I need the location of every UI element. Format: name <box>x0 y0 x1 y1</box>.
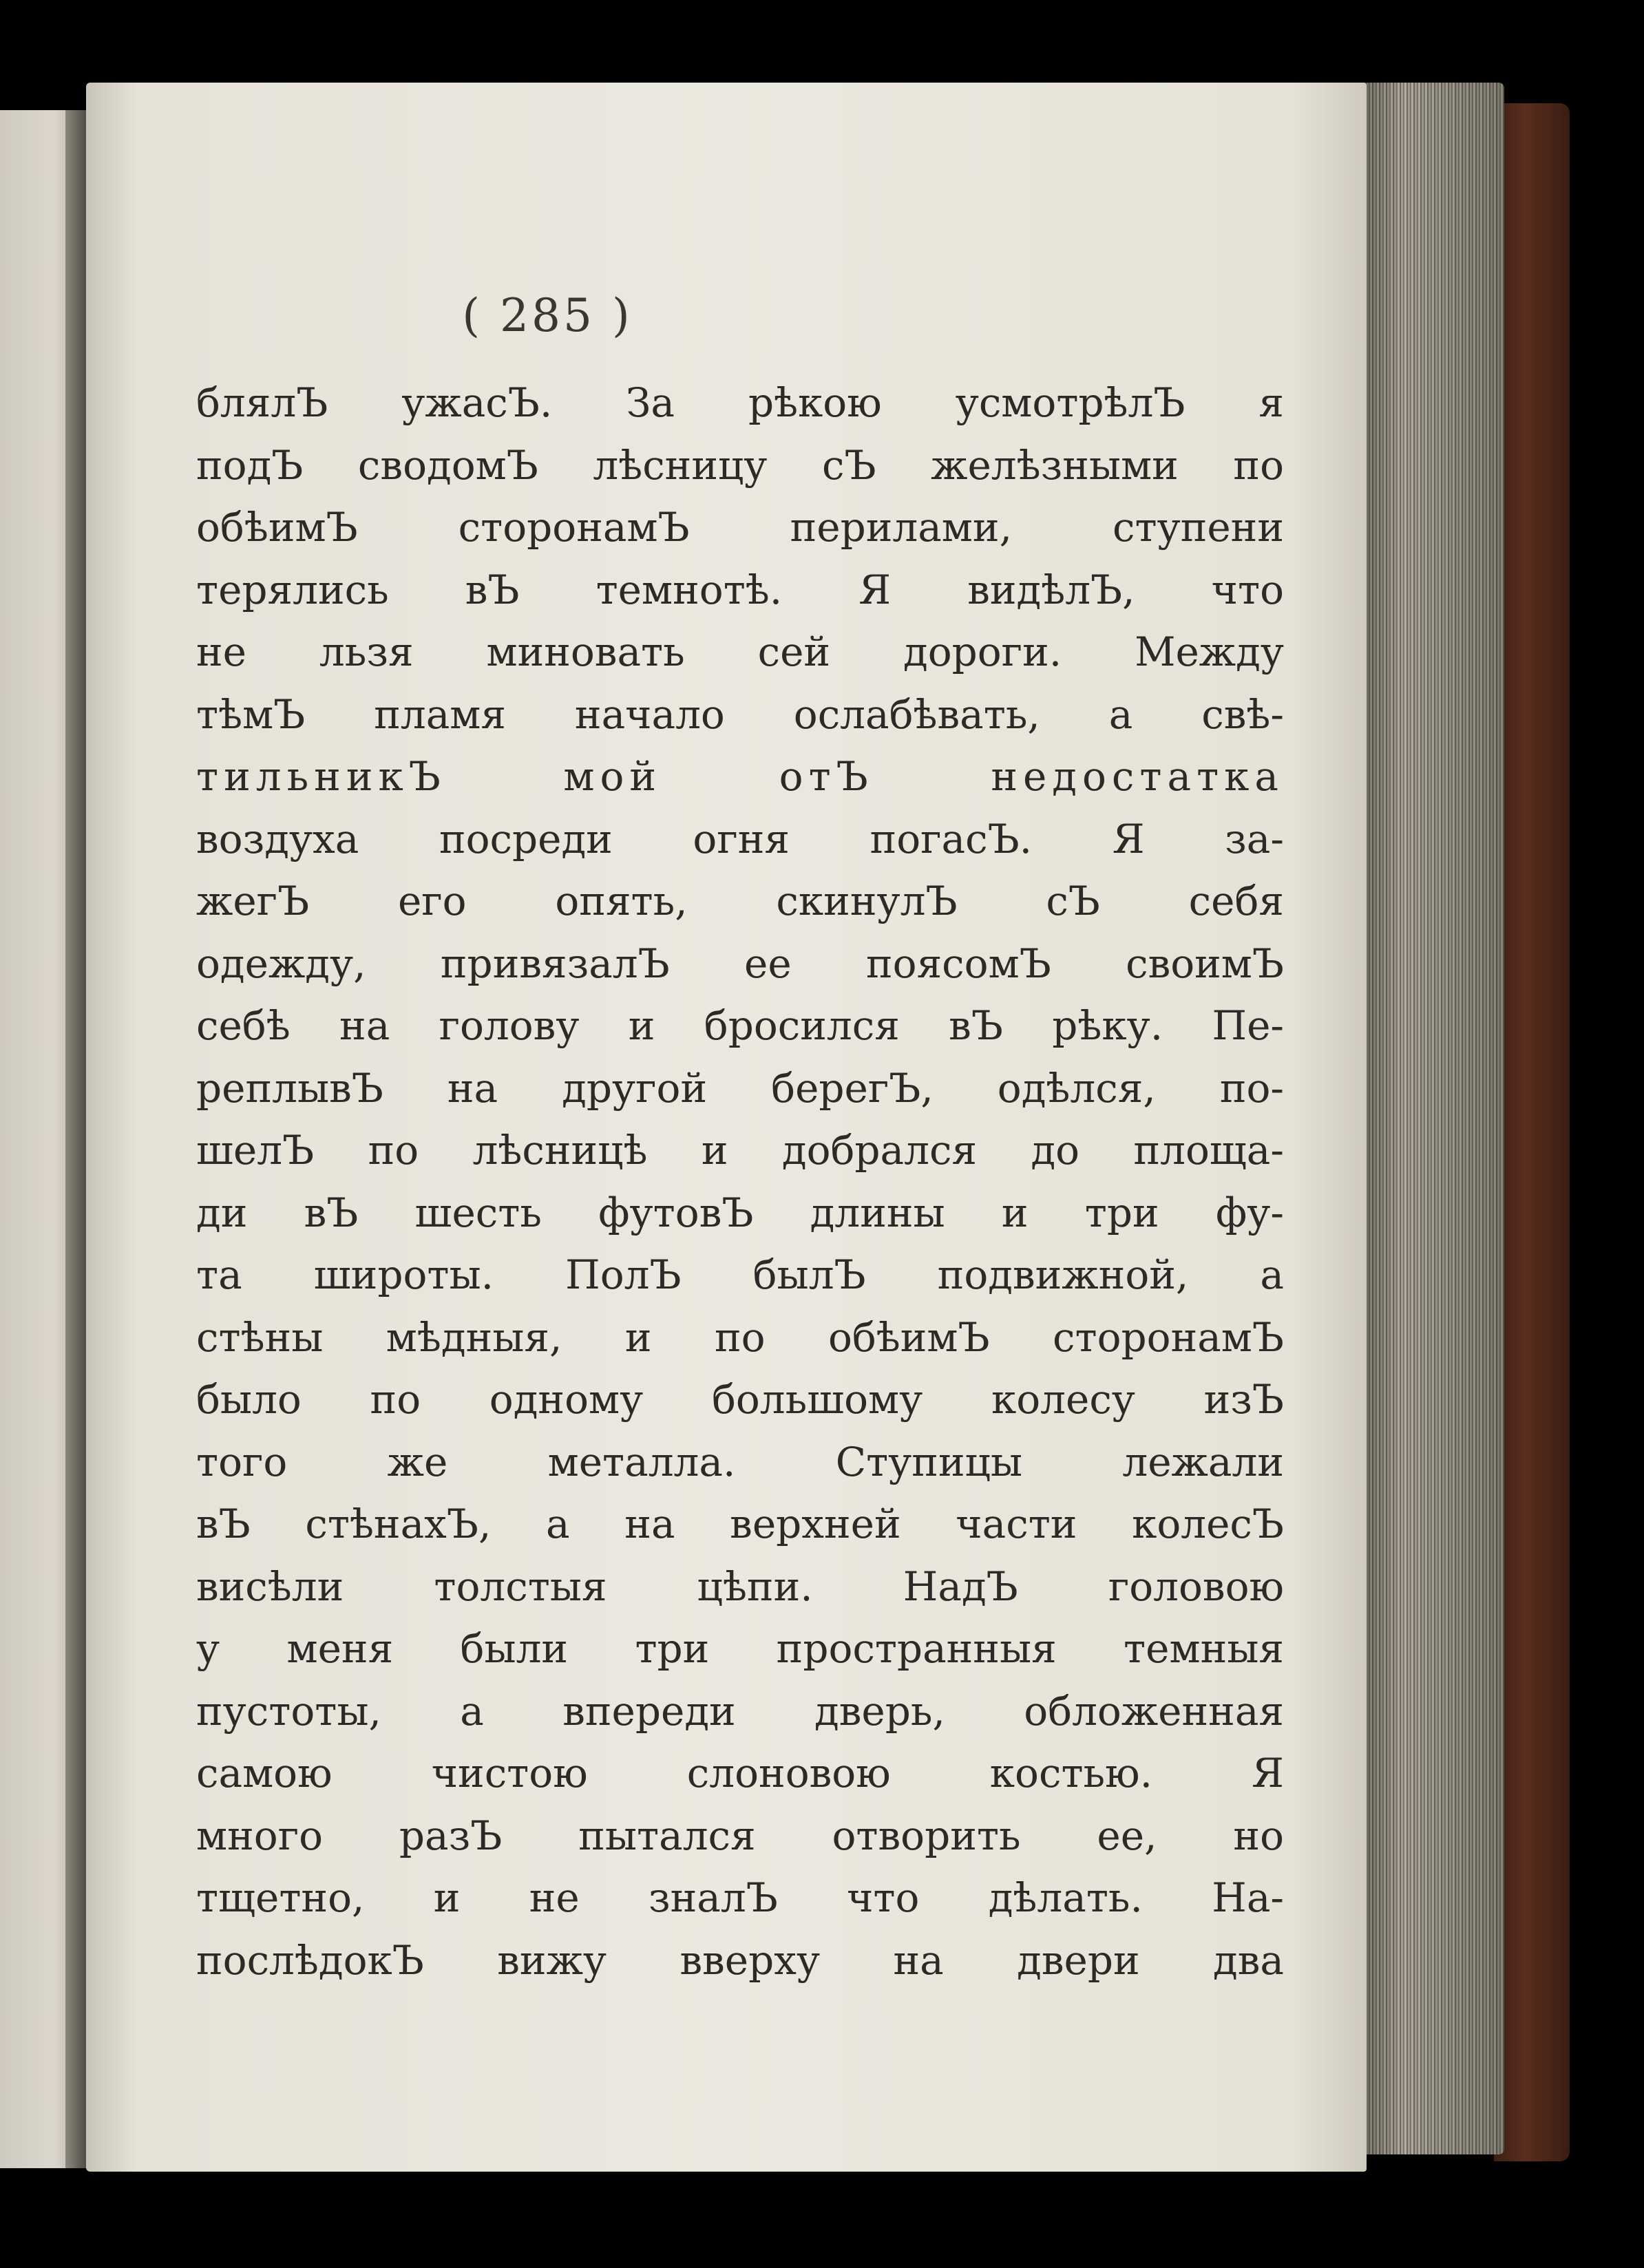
text-line: тѣмЪ пламя начало ослабѣвать, а свѣ- <box>196 690 1284 738</box>
text-line: висѣли толстыя цѣпи. НадЪ головою <box>196 1562 1284 1610</box>
book-page <box>86 83 1367 2172</box>
text-line: терялись вЪ темнотѣ. Я видѣлЪ, что <box>196 566 1284 613</box>
text-line: послѣдокЪ вижу вверху на двери два <box>196 1936 1284 1984</box>
text-line: ди вЪ шесть футовЪ длины и три фу- <box>196 1189 1284 1236</box>
page-text <box>196 372 1284 1991</box>
text-line: самою чистою слоновою костью. Я <box>196 1750 1284 1797</box>
text-line: того же металла. Ступицы лежали <box>196 1438 1284 1485</box>
text-line: подЪ сводомЪ лѣсницу сЪ желѣзными по <box>196 441 1284 489</box>
text-line: жегЪ его опять, скинулЪ сЪ себя <box>196 878 1284 924</box>
text-line: было по одному большому колесу изЪ <box>196 1376 1284 1423</box>
text-line: не льзя миновать сей дороги. Между <box>196 628 1284 675</box>
text-line: себѣ на голову и бросился вЪ рѣку. Пе- <box>196 1002 1284 1049</box>
text-line: воздуха посреди огня погасЪ. Я за- <box>196 815 1284 862</box>
text-line: реплывЪ на другой берегЪ, одѣлся, по- <box>196 1064 1284 1112</box>
text-line: обѣимЪ сторонамЪ перилами, ступени <box>196 504 1284 551</box>
page-number: ( 285 ) <box>462 289 633 342</box>
text-line: тильникЪ мой отЪ недостатка <box>196 753 1284 800</box>
text-line: тщетно, и не зналЪ что дѣлать. На- <box>196 1874 1284 1921</box>
text-line: много разЪ пытался отворить ее, но <box>196 1812 1284 1859</box>
text-line: одежду, привязалЪ ее поясомЪ своимЪ <box>196 940 1284 987</box>
text-line: блялЪ ужасЪ. За рѣкою усмотрѣлЪ я <box>196 379 1284 426</box>
text-line: шелЪ по лѣсницѣ и добрался до площа- <box>196 1127 1284 1174</box>
text-line: та широты. ПолЪ былЪ подвижной, а <box>196 1251 1284 1298</box>
text-line: вЪ стѣнахЪ, а на верхней части колесЪ <box>196 1501 1284 1547</box>
text-line: пустоты, а впереди дверь, обложенная <box>196 1687 1284 1735</box>
text-line: стѣны мѣдныя, и по обѣимЪ сторонамЪ <box>196 1313 1284 1361</box>
text-line: у меня были три пространныя темныя <box>196 1625 1284 1672</box>
book-cover <box>1494 103 1570 2161</box>
